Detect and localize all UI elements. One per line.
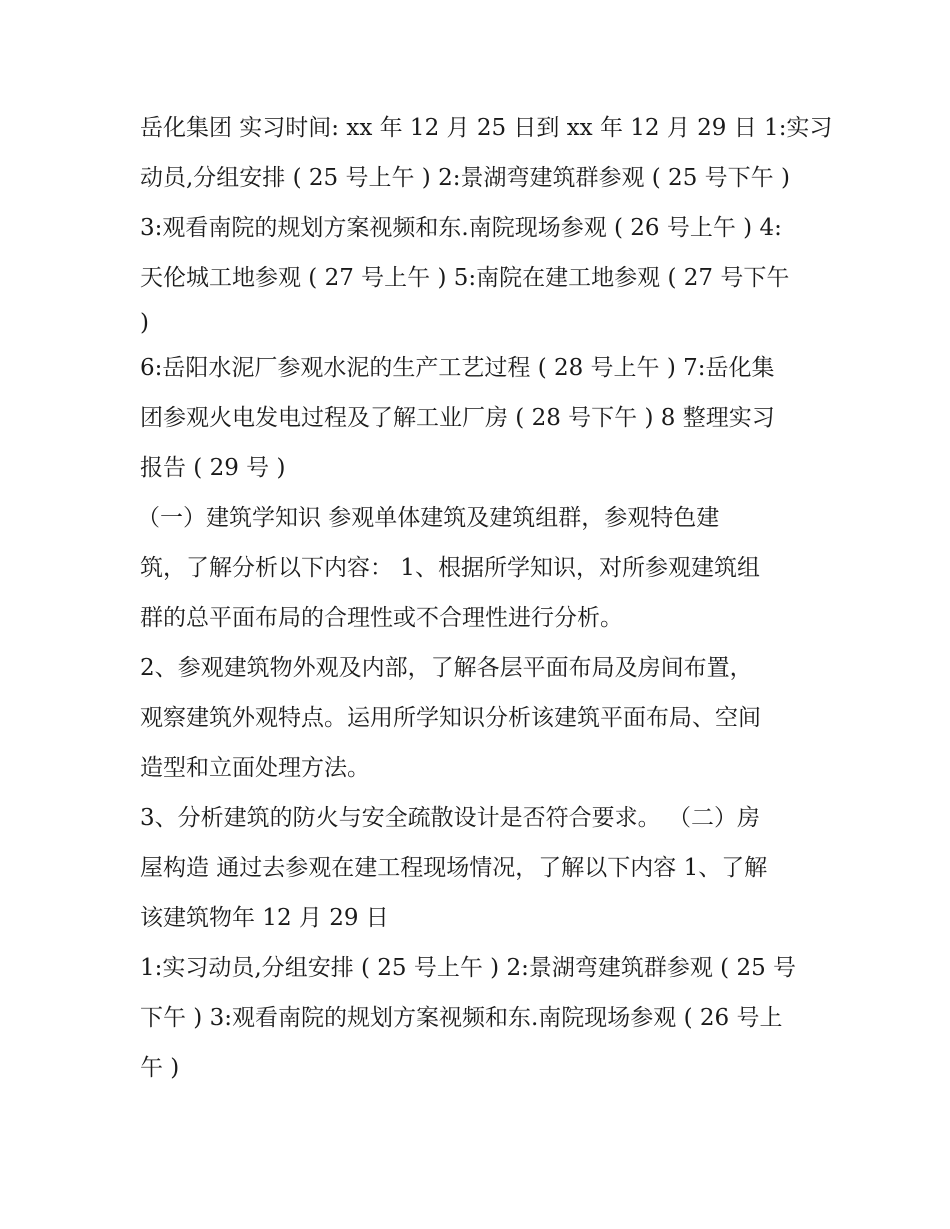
text-line: 该建筑物年 12 月 29 日 [140, 905, 389, 931]
text-line: 下午 ) 3:观看南院的规划方案视频和东.南院现场参观 ( 26 号上 [140, 1005, 783, 1031]
text-line: 报告 ( 29 号 ) [140, 455, 286, 481]
text-line: 动员,分组安排 ( 25 号上午 ) 2:景湖弯建筑群参观 ( 25 号下午 ) [140, 165, 790, 191]
text-line: 群的总平面布局的合理性或不合理性进行分析。 [140, 605, 623, 631]
text-line: 2、参观建筑物外观及内部，了解各层平面布局及房间布置， [140, 655, 753, 681]
document-body [137, 103, 833, 1093]
text-line: 1:实习动员,分组安排 ( 25 号上午 ) 2:景湖弯建筑群参观 ( 25 号 [140, 955, 797, 981]
text-line: 观察建筑外观特点。运用所学知识分析该建筑平面布局、空间 [140, 705, 761, 731]
text-line: 午 ) [140, 1055, 180, 1081]
text-line: 天伦城工地参观 ( 27 号上午 ) 5:南院在建工地参观 ( 27 号下午 [140, 265, 790, 291]
text-line: 6:岳阳水泥厂参观水泥的生产工艺过程 ( 28 号上午 ) 7:岳化集 [140, 355, 775, 381]
text-line: 岳化集团 实习时间: xx 年 12 月 25 日到 xx 年 12 月 29 日 1:实习 [140, 115, 833, 141]
text-line: ) [140, 310, 149, 336]
text-line: （一）建筑学知识 参观单体建筑及建筑组群，参观特色建 [137, 505, 720, 531]
text-line: 3、分析建筑的防火与安全疏散设计是否符合要求。 （二）房 [140, 805, 760, 831]
text-line: 屋构造 通过去参观在建工程现场情况，了解以下内容 1、了解 [140, 855, 768, 881]
text-line: 造型和立面处理方法。 [140, 755, 370, 781]
text-line: 筑，了解分析以下内容： 1、根据所学知识，对所参观建筑组 [140, 555, 760, 581]
text-line: 3:观看南院的规划方案视频和东.南院现场参观 ( 26 号上午 ) 4: [140, 215, 782, 241]
text-line: 团参观火电发电过程及了解工业厂房 ( 28 号下午 ) 8 整理实习 [140, 405, 775, 431]
